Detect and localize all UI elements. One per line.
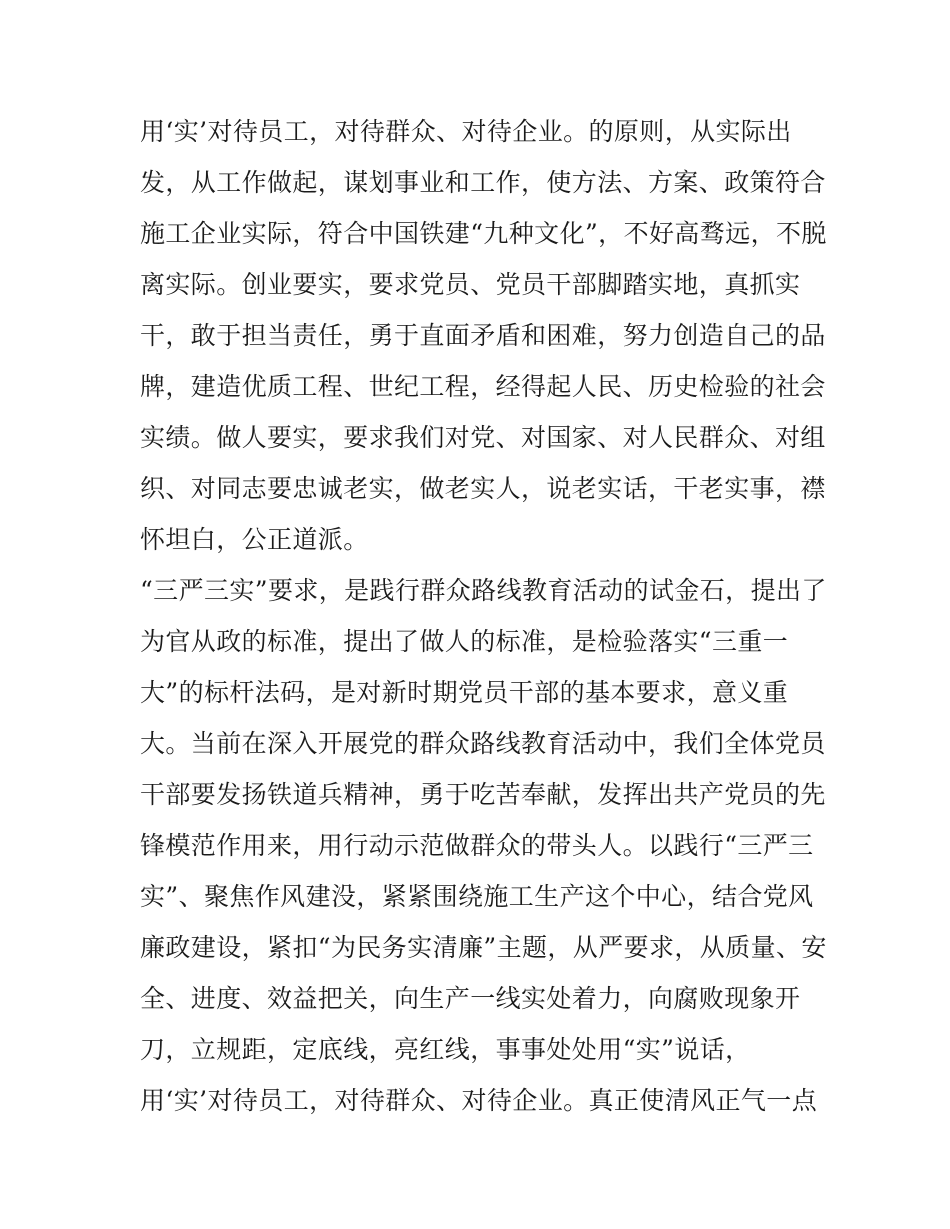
text-line: 干，敢于担当责任，勇于直面矛盾和困难，努力创造自己的品 — [140, 321, 826, 350]
text-line: 实绩。做人要实，要求我们对党、对国家、对人民群众、对组 — [140, 423, 826, 452]
text-line: 为官从政的标准，提出了做人的标准，是检验落实“三重一 — [140, 627, 789, 656]
text-line: 大”的标杆法码，是对新时期党员干部的基本要求，意义重 — [140, 678, 789, 707]
text-line: 离实际。创业要实，要求党员、党员干部脚踏实地，真抓实 — [140, 270, 801, 299]
text-line: 廉政建设，紧扣“为民务实清廉”主题，从严要求，从质量、安 — [140, 933, 827, 962]
text-line: 怀坦白，公正道派。 — [140, 525, 369, 554]
text-line: 刀，立规距，定底线，亮红线，事事处处用“实”说话， — [140, 1035, 751, 1064]
text-line: 干部要发扬铁道兵精神，勇于吃苦奉献，发挥出共产党员的先 — [140, 780, 826, 809]
text-line: 用‘实’对待员工，对待群众、对待企业。的原则，从实际出 — [140, 117, 792, 146]
body-text — [140, 106, 827, 1126]
text-line: 发，从工作做起，谋划事业和工作，使方法、方案、政策符合 — [140, 168, 826, 197]
text-line: 织、对同志要忠诚老实，做老实人，说老实话，干老实事，襟 — [140, 474, 826, 503]
text-line: 施工企业实际，符合中国铁建“九种文化”，不好高骛远，不脱 — [140, 219, 827, 248]
text-line: 全、进度、效益把关，向生产一线实处着力，向腐败现象开 — [140, 984, 801, 1013]
text-line: 大。当前在深入开展党的群众路线教育活动中，我们全体党员 — [140, 729, 826, 758]
text-line: 实”、聚焦作风建没，紧紧围绕施工生产这个中心，结合党风 — [140, 882, 814, 911]
text-line: 牌，建造优质工程、世纪工程，经得起人民、历史检验的社会 — [140, 372, 826, 401]
text-line: “三严三实”要求，是践行群众路线教育活动的试金石，提出了 — [140, 576, 827, 605]
text-line: 用‘实’对待员工，对待群众、对待企业。真正使清风正气一点 — [140, 1086, 818, 1115]
text-line: 锋模范作用来，用行动示范做群众的带头人。以践行“三严三 — [140, 831, 814, 860]
